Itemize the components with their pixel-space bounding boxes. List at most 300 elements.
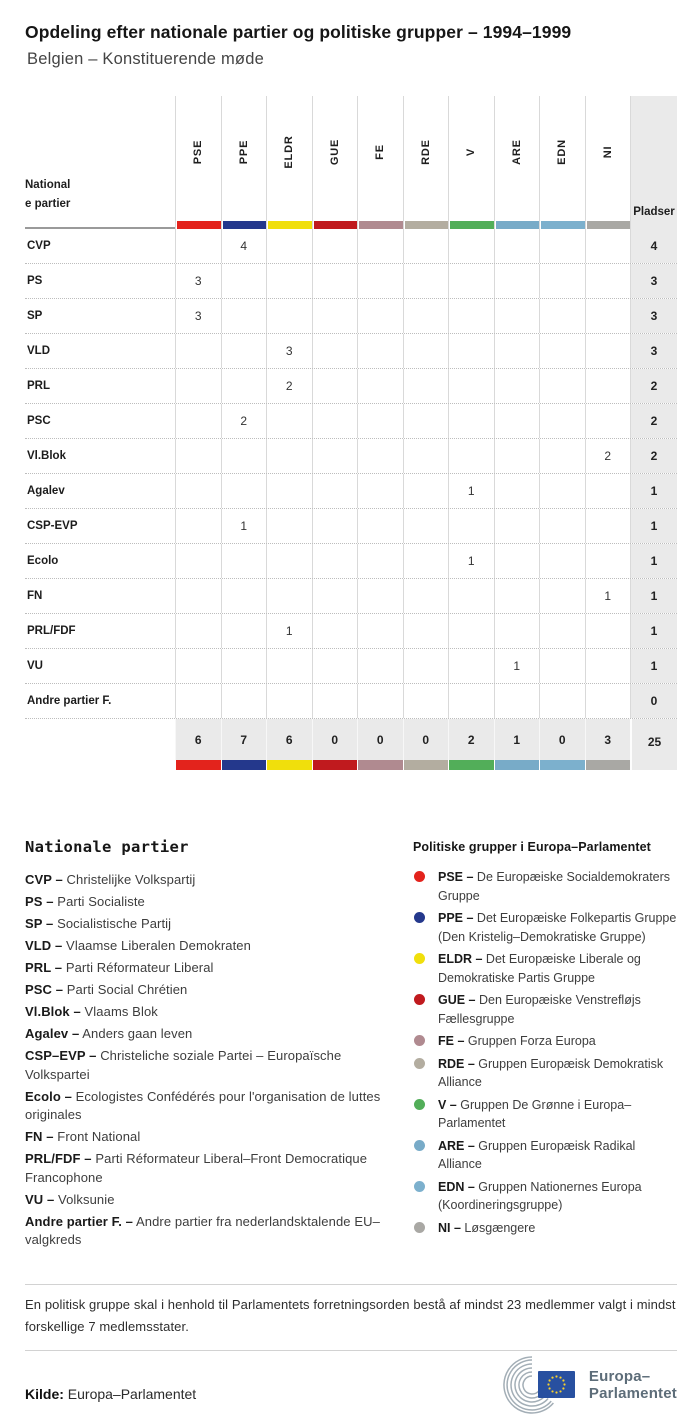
value-cell <box>175 579 221 613</box>
value-cell <box>221 334 267 368</box>
value-cell <box>175 439 221 473</box>
legend-national-item: Agalev – Anders gaan leven <box>25 1026 193 1041</box>
group-abbr: FE – <box>438 1034 465 1048</box>
value-cell <box>585 404 631 438</box>
value-cell <box>494 544 540 578</box>
table-row <box>25 509 677 544</box>
group-description: NI – Løsgængere <box>438 1220 536 1235</box>
value-cell <box>585 299 631 333</box>
value-cell <box>585 649 631 683</box>
value-cell <box>266 404 312 438</box>
ep-logo-line1: Europa– <box>588 1368 651 1385</box>
value-cell <box>266 474 312 508</box>
value-cell <box>448 229 494 263</box>
value-cell <box>357 509 403 543</box>
value-cell <box>403 439 449 473</box>
value-cell <box>539 614 585 648</box>
value-cell <box>539 299 585 333</box>
value-cell <box>175 509 221 543</box>
legend-group-item <box>413 1096 677 1133</box>
column-header-are <box>494 96 540 229</box>
totals-color-bar <box>175 760 221 770</box>
totals-value-cell: 0 <box>403 719 449 760</box>
value-cell <box>312 649 358 683</box>
value-cell <box>539 544 585 578</box>
value-cell <box>585 334 631 368</box>
table-body <box>25 229 677 719</box>
source-label: Kilde: <box>25 1386 64 1402</box>
value-cell: 1 <box>585 579 631 613</box>
value-cell <box>312 229 358 263</box>
value-cell <box>312 299 358 333</box>
value-cell <box>403 544 449 578</box>
value-cell <box>448 684 494 718</box>
table-row <box>25 439 677 474</box>
legends-section <box>25 838 677 1253</box>
value-cell <box>448 369 494 403</box>
value-cell <box>494 334 540 368</box>
seats-cell: 4 <box>630 229 677 263</box>
value-cell <box>357 579 403 613</box>
eu-flag-star <box>548 1387 550 1389</box>
party-label: PS <box>27 275 43 287</box>
party-label: VU <box>27 660 43 672</box>
eu-flag-star <box>551 1376 553 1378</box>
group-color-dot <box>414 1058 425 1069</box>
value-cell <box>357 544 403 578</box>
ep-logo-line2: Parlamentet <box>588 1385 677 1402</box>
value-cell <box>266 649 312 683</box>
group-abbr: V – <box>438 1097 457 1112</box>
seats-cell: 2 <box>630 439 677 473</box>
value-cell <box>266 509 312 543</box>
seats-cell: 1 <box>630 614 677 648</box>
value-cell <box>448 579 494 613</box>
group-color-dot <box>414 953 425 964</box>
seats-cell: 1 <box>630 579 677 613</box>
value-cell <box>312 439 358 473</box>
eu-flag-star <box>547 1383 549 1385</box>
party-abbr: VU – <box>25 1191 55 1207</box>
seats-cell: 2 <box>630 404 677 438</box>
value-cell: 3 <box>266 334 312 368</box>
value-cell <box>494 684 540 718</box>
column-header-edn <box>539 96 585 229</box>
legend-national-parties <box>25 838 405 1253</box>
column-color-bar <box>404 221 449 229</box>
party-abbr: Vl.Blok – <box>25 1004 81 1019</box>
group-description: RDE – Gruppen Europæisk Demokratisk Alliance <box>438 1056 664 1089</box>
value-cell <box>539 439 585 473</box>
value-cell <box>403 474 449 508</box>
value-cell <box>357 474 403 508</box>
value-cell <box>539 369 585 403</box>
party-abbr: PRL/FDF – <box>25 1151 92 1166</box>
table-row <box>25 299 677 334</box>
value-cell: 1 <box>221 509 267 543</box>
value-cell <box>539 264 585 298</box>
legend-national-item: VLD – Vlaamse Liberalen Demokraten <box>25 938 251 953</box>
eu-flag-star <box>562 1387 564 1389</box>
value-cell <box>494 229 540 263</box>
value-cell <box>221 544 267 578</box>
party-label: VLD <box>27 345 50 357</box>
party-label: CVP <box>27 240 51 252</box>
value-cell <box>403 299 449 333</box>
party-abbr: SP – <box>25 916 54 931</box>
value-cell <box>585 474 631 508</box>
value-cell <box>175 614 221 648</box>
divider-top <box>25 1284 677 1285</box>
legend-national-heading: Nationale partier <box>25 838 189 856</box>
value-cell <box>403 614 449 648</box>
eu-flag-star <box>548 1379 550 1381</box>
table-row <box>25 649 677 684</box>
table-row <box>25 474 677 509</box>
group-abbr: RDE – <box>438 1056 475 1071</box>
value-cell <box>266 229 312 263</box>
totals-value-cell: 6 <box>266 719 312 760</box>
legend-national-item: PSC – Parti Social Chrétien <box>25 982 188 997</box>
party-abbr: CVP – <box>25 872 63 887</box>
value-cell <box>312 264 358 298</box>
value-cell <box>221 614 267 648</box>
value-cell <box>448 649 494 683</box>
value-cell: 2 <box>221 404 267 438</box>
party-abbr: PSC – <box>25 982 64 997</box>
value-cell <box>357 404 403 438</box>
legend-group-item <box>413 1178 677 1215</box>
group-color-dot <box>414 912 425 923</box>
group-color-dot <box>414 1222 425 1233</box>
totals-value-cell: 7 <box>221 719 267 760</box>
column-color-bar <box>540 221 585 229</box>
table-row <box>25 404 677 439</box>
value-cell <box>175 684 221 718</box>
party-abbr: FN – <box>25 1129 54 1144</box>
column-header-gue <box>312 96 358 229</box>
value-cell <box>175 649 221 683</box>
party-label: CSP-EVP <box>27 520 78 532</box>
party-abbr: Agalev – <box>25 1026 80 1041</box>
totals-value-cell: 0 <box>357 719 403 760</box>
group-abbr: PPE – <box>438 911 474 925</box>
eu-flag-star <box>551 1390 553 1392</box>
value-cell <box>221 299 267 333</box>
column-header-label: EDN <box>556 139 569 165</box>
group-description: EDN – Gruppen Nationernes Europa (Koordineringsgruppe) <box>438 1179 642 1212</box>
column-color-bar <box>176 221 221 229</box>
totals-color-bar <box>357 760 403 770</box>
column-color-bar <box>313 221 358 229</box>
value-cell <box>403 369 449 403</box>
totals-value-cell: 2 <box>448 719 494 760</box>
column-color-bar <box>267 221 312 229</box>
value-cell <box>448 264 494 298</box>
seats-cell: 3 <box>630 264 677 298</box>
column-color-bar <box>586 221 631 229</box>
legend-group-item <box>413 1137 677 1174</box>
value-cell <box>357 299 403 333</box>
party-label: Agalev <box>27 485 65 497</box>
seats-table <box>25 96 677 770</box>
totals-color-bar <box>585 760 631 770</box>
ep-hemicycle-logo-icon <box>498 1356 578 1414</box>
column-color-bar <box>495 221 540 229</box>
column-color-bar <box>222 221 267 229</box>
legend-group-item <box>413 1032 677 1051</box>
party-label: PRL <box>27 380 50 392</box>
value-cell <box>312 579 358 613</box>
value-cell <box>585 509 631 543</box>
value-cell <box>357 369 403 403</box>
seats-cell: 1 <box>630 474 677 508</box>
value-cell <box>494 299 540 333</box>
value-cell <box>221 684 267 718</box>
legend-groups-heading: Politiske grupper i Europa–Parlamentet <box>413 840 651 854</box>
value-cell <box>403 649 449 683</box>
page-title: Opdeling efter nationale partier og politiske grupper – 1994–1999 <box>25 22 572 42</box>
value-cell: 1 <box>494 649 540 683</box>
legend-national-item: FN – Front National <box>25 1129 141 1144</box>
totals-value-cell: 1 <box>494 719 540 760</box>
totals-value-cell: 0 <box>312 719 358 760</box>
table-row <box>25 544 677 579</box>
value-cell <box>266 544 312 578</box>
value-cell <box>403 509 449 543</box>
column-header-label: PSE <box>192 139 205 165</box>
value-cell <box>175 334 221 368</box>
value-cell <box>585 544 631 578</box>
eu-flag <box>538 1371 575 1398</box>
seats-cell: 1 <box>630 509 677 543</box>
value-cell <box>357 614 403 648</box>
party-label: Vl.Blok <box>27 450 66 462</box>
column-header-fe <box>357 96 403 229</box>
legend-national-item: Ecolo – Ecologistes Confédérés pour l'organisation de luttes originales <box>25 1088 381 1122</box>
value-cell <box>494 474 540 508</box>
column-header-ni <box>585 96 631 229</box>
column-header-label: ARE <box>510 139 523 165</box>
legend-political-groups <box>413 838 677 1253</box>
seats-cell: 0 <box>630 684 677 718</box>
eu-flag-star <box>559 1390 561 1392</box>
value-cell <box>357 264 403 298</box>
value-cell <box>585 684 631 718</box>
group-description: PSE – De Europæiske Socialdemokraters Gruppe <box>438 870 671 903</box>
legend-group-item <box>413 1219 677 1238</box>
column-color-bar <box>358 221 403 229</box>
group-abbr: ARE – <box>438 1138 475 1153</box>
value-cell <box>448 614 494 648</box>
ep-logo-text <box>589 1368 677 1402</box>
column-header-label: PPE <box>237 139 250 165</box>
group-abbr: PSE – <box>438 870 474 884</box>
legend-national-item: CSP–EVP – Christeliche soziale Partei – Europaïsche Volkspartei <box>25 1048 342 1082</box>
column-color-bar <box>449 221 494 229</box>
row-header-label-line: e partier <box>25 198 71 210</box>
row-header-label-line: National <box>25 179 71 191</box>
value-cell: 2 <box>266 369 312 403</box>
value-cell <box>175 544 221 578</box>
group-abbr: NI – <box>438 1220 461 1235</box>
value-cell <box>221 439 267 473</box>
value-cell <box>585 614 631 648</box>
value-cell <box>312 544 358 578</box>
legend-group-item <box>413 991 677 1028</box>
value-cell <box>175 369 221 403</box>
value-cell <box>312 684 358 718</box>
legend-group-item <box>413 909 677 946</box>
value-cell <box>539 334 585 368</box>
seats-cell: 1 <box>630 544 677 578</box>
party-label: SP <box>27 310 43 322</box>
legend-national-item: VU – Volksunie <box>25 1191 115 1207</box>
column-header-label: NI <box>601 145 614 159</box>
group-description: PPE – Det Europæiske Folkepartis Gruppe (Den Kristelig–Demokratiske Gruppe) <box>438 911 677 944</box>
eu-flag-star <box>559 1376 561 1378</box>
value-cell: 2 <box>585 439 631 473</box>
value-cell: 1 <box>266 614 312 648</box>
value-cell <box>221 579 267 613</box>
value-cell <box>585 264 631 298</box>
value-cell <box>175 229 221 263</box>
group-color-dot <box>414 1181 425 1192</box>
column-header-eldr <box>266 96 312 229</box>
value-cell <box>403 334 449 368</box>
column-header-label: ELDR <box>283 135 296 169</box>
party-abbr: VLD – <box>25 938 63 953</box>
value-cell <box>403 579 449 613</box>
value-cell <box>312 369 358 403</box>
group-abbr: EDN – <box>438 1179 475 1194</box>
page-subtitle: Belgien – Konstituerende møde <box>27 50 264 68</box>
seats-cell: 2 <box>630 369 677 403</box>
totals-color-bar <box>448 760 494 770</box>
value-cell <box>539 474 585 508</box>
legend-group-item <box>413 1055 677 1092</box>
legend-national-items <box>25 871 405 1250</box>
group-color-dot <box>414 994 425 1005</box>
table-row <box>25 229 677 264</box>
value-cell <box>539 684 585 718</box>
group-description: ARE – Gruppen Europæisk Radikal Alliance <box>438 1138 636 1171</box>
legend-group-item <box>413 868 677 905</box>
party-abbr: PS – <box>25 894 54 909</box>
totals-label-spacer <box>25 719 175 770</box>
totals-color-bar <box>266 760 312 770</box>
column-header-pse <box>175 96 221 229</box>
party-label: Ecolo <box>27 555 59 567</box>
table-row <box>25 614 677 649</box>
party-abbr: CSP–EVP – <box>25 1048 97 1063</box>
value-cell <box>357 229 403 263</box>
legend-national-item: PRL/FDF – Parti Réformateur Liberal–Front Democratique Francophone <box>25 1151 368 1185</box>
value-cell <box>312 404 358 438</box>
party-abbr: Ecolo – <box>25 1088 72 1104</box>
source-value: Europa–Parlamentet <box>67 1386 197 1402</box>
table-row <box>25 264 677 299</box>
value-cell <box>494 509 540 543</box>
value-cell <box>494 369 540 403</box>
totals-color-bar <box>494 760 540 770</box>
value-cell <box>357 649 403 683</box>
column-header-ppe <box>221 96 267 229</box>
infographic-page <box>0 22 700 1414</box>
value-cell <box>266 264 312 298</box>
totals-color-bar <box>403 760 449 770</box>
party-label: FN <box>27 590 43 602</box>
seats-cell: 3 <box>630 334 677 368</box>
group-abbr: GUE – <box>438 993 476 1007</box>
value-cell <box>266 439 312 473</box>
column-header-label: RDE <box>419 139 432 165</box>
table-row <box>25 369 677 404</box>
totals-value-cell: 3 <box>585 719 631 760</box>
group-description: ELDR – Det Europæiske Liberale og Demokratiske Partis Gruppe <box>438 952 641 985</box>
value-cell <box>448 404 494 438</box>
table-totals-row <box>25 719 677 770</box>
value-cell: 3 <box>175 264 221 298</box>
value-cell <box>494 404 540 438</box>
seats-cell: 3 <box>630 299 677 333</box>
column-header-label: V <box>465 147 478 156</box>
value-cell <box>266 299 312 333</box>
group-color-dot <box>414 1035 425 1046</box>
totals-value-cell: 6 <box>175 719 221 760</box>
group-description: FE – Gruppen Forza Europa <box>438 1034 596 1048</box>
value-cell <box>312 509 358 543</box>
value-cell <box>539 229 585 263</box>
value-cell <box>403 684 449 718</box>
source-line <box>25 1386 196 1402</box>
column-header-label: GUE <box>328 138 341 165</box>
value-cell <box>494 439 540 473</box>
totals-color-bar <box>312 760 358 770</box>
value-cell <box>448 334 494 368</box>
table-row <box>25 334 677 369</box>
value-cell <box>585 229 631 263</box>
party-label: PSC <box>27 415 51 427</box>
group-color-dot <box>414 871 425 882</box>
table-row <box>25 684 677 719</box>
value-cell <box>539 649 585 683</box>
value-cell <box>494 579 540 613</box>
legend-national-item: PRL – Parti Réformateur Liberal <box>25 960 214 975</box>
value-cell <box>585 369 631 403</box>
group-description: V – Gruppen De Grønne i Europa–Parlamentet <box>438 1097 632 1130</box>
party-label: Andre partier F. <box>27 695 112 707</box>
value-cell: 1 <box>448 474 494 508</box>
totals-seats-cell: 25 <box>630 719 677 770</box>
eu-flag-star <box>563 1383 565 1385</box>
seats-column-label: Pladser <box>633 206 675 218</box>
value-cell <box>221 474 267 508</box>
party-abbr: Andre partier F. – <box>25 1213 133 1229</box>
legend-national-item: Andre partier F. – Andre partier fra nederlandsktalende EU–valgkreds <box>25 1213 380 1247</box>
value-cell <box>221 369 267 403</box>
column-header-label: FE <box>374 144 387 160</box>
value-cell <box>448 509 494 543</box>
row-header-label <box>25 96 175 229</box>
totals-color-bar <box>539 760 585 770</box>
value-cell <box>266 684 312 718</box>
value-cell <box>312 474 358 508</box>
divider-bottom <box>25 1350 677 1351</box>
value-cell <box>221 649 267 683</box>
value-cell <box>539 509 585 543</box>
legend-national-item: PS – Parti Socialiste <box>25 894 145 909</box>
